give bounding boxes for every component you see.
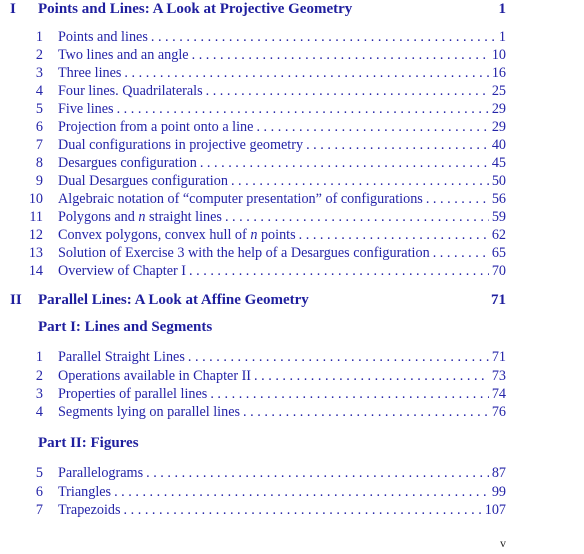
section-page[interactable]: 16 xyxy=(491,65,506,81)
toc-entry[interactable] xyxy=(0,262,584,280)
dot-leader xyxy=(200,154,489,172)
chapter-title[interactable]: Points and Lines: A Look at Projective Geometry xyxy=(38,1,353,17)
section-title[interactable]: Points and lines xyxy=(58,29,148,45)
section-page[interactable]: 74 xyxy=(491,386,506,402)
dot-leader xyxy=(124,501,482,519)
toc-entry[interactable] xyxy=(0,483,584,501)
section-page[interactable]: 87 xyxy=(491,465,506,481)
toc-entry[interactable] xyxy=(0,28,584,46)
chapter-title[interactable]: Parallel Lines: A Look at Affine Geometry xyxy=(38,292,309,308)
section-page[interactable]: 10 xyxy=(491,47,506,63)
dot-leader xyxy=(210,385,488,403)
section-title[interactable]: Overview of Chapter I xyxy=(58,263,187,279)
dot-leader xyxy=(206,82,489,100)
section-page[interactable]: 29 xyxy=(491,119,506,135)
section-number: 5 xyxy=(35,465,43,481)
section-title[interactable]: Algebraic notation of “computer presentation” of configurations xyxy=(58,191,423,207)
chapter-heading[interactable] xyxy=(0,0,584,19)
dot-leader xyxy=(299,226,489,244)
toc-entry[interactable] xyxy=(0,464,584,482)
section-page[interactable]: 50 xyxy=(491,173,506,189)
section-title[interactable]: Parallelograms xyxy=(58,465,144,481)
section-title[interactable]: Properties of parallel lines xyxy=(58,386,208,402)
section-title[interactable]: Convex polygons, convex hull of n points xyxy=(58,227,296,243)
dot-leader xyxy=(231,172,489,190)
part-heading[interactable]: Part I: Lines and Segments xyxy=(38,319,213,335)
part-heading[interactable]: Part II: Figures xyxy=(38,435,139,451)
section-title[interactable]: Four lines. Quadrilaterals xyxy=(58,83,203,99)
toc-entry[interactable] xyxy=(0,501,584,519)
toc-entry[interactable] xyxy=(0,208,584,226)
dot-leader xyxy=(114,483,489,501)
section-page[interactable]: 76 xyxy=(491,404,506,420)
chapter-page[interactable]: 71 xyxy=(491,292,506,308)
dot-leader xyxy=(117,100,489,118)
toc-entry[interactable] xyxy=(0,82,584,100)
section-number: 2 xyxy=(35,368,43,384)
dot-leader xyxy=(426,190,489,208)
dot-leader xyxy=(256,118,488,136)
section-number: 1 xyxy=(35,349,43,365)
dot-leader xyxy=(243,403,489,421)
chapter-number: I xyxy=(10,1,16,17)
section-page[interactable]: 59 xyxy=(491,209,506,225)
section-title[interactable]: Dual configurations in projective geometry xyxy=(58,137,304,153)
section-title[interactable]: Triangles xyxy=(58,484,112,500)
page-number-footer: v xyxy=(500,536,506,550)
section-number: 4 xyxy=(35,404,43,420)
section-number: 8 xyxy=(35,155,43,171)
toc-entry[interactable] xyxy=(0,172,584,190)
dot-leader xyxy=(192,46,489,64)
toc-entry[interactable] xyxy=(0,154,584,172)
toc-entry[interactable] xyxy=(0,403,584,421)
section-title[interactable]: Trapezoids xyxy=(58,502,121,518)
dot-leader xyxy=(306,136,489,154)
toc-entry[interactable] xyxy=(0,348,584,366)
section-number: 9 xyxy=(35,173,43,189)
section-title[interactable]: Parallel Straight Lines xyxy=(58,349,185,365)
section-page[interactable]: 1 xyxy=(498,29,506,45)
section-number: 7 xyxy=(35,502,43,518)
dot-leader xyxy=(433,244,489,262)
toc-entry[interactable] xyxy=(0,244,584,262)
section-title[interactable]: Two lines and an angle xyxy=(58,47,189,63)
toc-entry[interactable] xyxy=(0,100,584,118)
section-page[interactable]: 65 xyxy=(491,245,506,261)
section-page[interactable]: 29 xyxy=(491,101,506,117)
section-number: 12 xyxy=(28,227,43,243)
section-number: 3 xyxy=(35,386,43,402)
section-number: 14 xyxy=(28,263,43,279)
section-title[interactable]: Desargues configuration xyxy=(58,155,197,171)
section-page[interactable]: 70 xyxy=(491,263,506,279)
dot-leader xyxy=(151,28,496,46)
chapter-page[interactable]: 1 xyxy=(498,1,506,17)
section-page[interactable]: 25 xyxy=(491,83,506,99)
section-number: 6 xyxy=(35,484,43,500)
toc-entry[interactable] xyxy=(0,385,584,403)
section-title[interactable]: Three lines xyxy=(58,65,122,81)
section-page[interactable]: 40 xyxy=(491,137,506,153)
section-number: 10 xyxy=(28,191,43,207)
section-title[interactable]: Polygons and n straight lines xyxy=(58,209,222,225)
section-page[interactable]: 71 xyxy=(491,349,506,365)
toc-entry[interactable] xyxy=(0,190,584,208)
dot-leader xyxy=(254,367,489,385)
section-number: 3 xyxy=(35,65,43,81)
chapter-number: II xyxy=(10,292,22,308)
chapter-heading[interactable] xyxy=(0,290,584,310)
toc-entry[interactable] xyxy=(0,64,584,82)
dot-leader xyxy=(189,262,489,280)
section-page[interactable]: 99 xyxy=(491,484,506,500)
section-title[interactable]: Operations available in Chapter II xyxy=(58,368,252,384)
dot-leader xyxy=(124,64,488,82)
dot-leader xyxy=(188,348,489,366)
section-number: 6 xyxy=(35,119,43,135)
section-title[interactable]: Dual Desargues configuration xyxy=(58,173,228,189)
toc-entry[interactable] xyxy=(0,226,584,244)
section-title[interactable]: Projection from a point onto a line xyxy=(58,119,254,135)
toc-entry[interactable] xyxy=(0,136,584,154)
section-number: 11 xyxy=(29,209,43,225)
toc-entry[interactable] xyxy=(0,367,584,385)
section-number: 13 xyxy=(28,245,43,261)
toc-entry[interactable] xyxy=(0,46,584,64)
section-page[interactable]: 73 xyxy=(491,368,506,384)
section-title[interactable]: Solution of Exercise 3 with the help of a Desargues configuration xyxy=(58,245,430,261)
section-title[interactable]: Segments lying on parallel lines xyxy=(58,404,241,420)
section-page[interactable]: 56 xyxy=(491,191,506,207)
section-page[interactable]: 62 xyxy=(491,227,506,243)
section-title[interactable]: Five lines xyxy=(58,101,114,117)
section-page[interactable]: 107 xyxy=(484,502,506,518)
dot-leader xyxy=(225,208,489,226)
section-number: 5 xyxy=(35,101,43,117)
section-page[interactable]: 45 xyxy=(491,155,506,171)
section-number: 4 xyxy=(35,83,43,99)
toc-entry[interactable] xyxy=(0,118,584,136)
section-number: 7 xyxy=(35,137,43,153)
dot-leader xyxy=(146,464,489,482)
section-number: 2 xyxy=(35,47,43,63)
section-number: 1 xyxy=(35,29,43,45)
